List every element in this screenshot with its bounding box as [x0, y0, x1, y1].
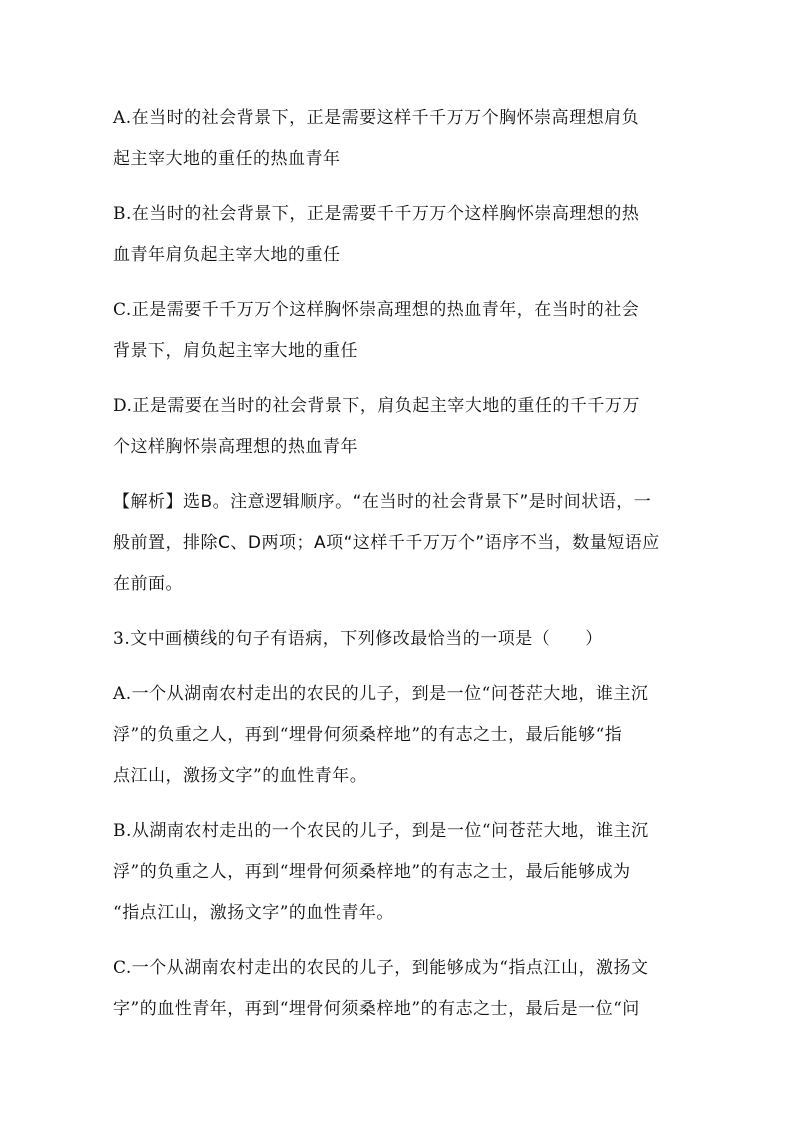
question-3-option-c-line-1: C.一个从湖南农村走出的农民的儿子，到能够成为“指点江山，激扬文 [113, 958, 649, 978]
question-3-option-b-line-1: B.从湖南农村走出的一个农民的儿子，到是一位“问苍茫大地，谁主沉 [113, 821, 649, 841]
option-d-line-1: D.正是需要在当时的社会背景下，肩负起主宰大地的重任的千千万万 [113, 396, 640, 416]
option-b-line-2: 血青年肩负起主宰大地的重任 [113, 245, 341, 265]
question-3-option-b-line-2: 浮”的负重之人，再到“埋骨何须桑梓地”的有志之士，最后能够成为 [113, 862, 631, 882]
option-a-line-1: A.在当时的社会背景下，正是需要这样千千万万个胸怀崇高理想肩负 [113, 108, 640, 128]
question-3-option-a-line-1: A.一个从湖南农村走出的农民的儿子，到是一位“问苍茫大地，谁主沉 [113, 684, 649, 704]
option-c-line-2: 背景下，肩负起主宰大地的重任 [113, 341, 358, 361]
option-a-line-2: 起主宰大地的重任的热血青年 [113, 149, 341, 169]
question-3-option-c-line-2: 字”的血性青年，再到“埋骨何须桑梓地”的有志之士，最后是一位“问 [113, 999, 640, 1019]
option-c-line-1: C.正是需要千千万万个这样胸怀崇高理想的热血青年，在当时的社会 [113, 300, 640, 320]
question-3-stem: 3.文中画横线的句子有语病，下列修改最恰当的一项是（ ） [113, 629, 603, 649]
document-page [113, 0, 687, 1123]
question-3-option-a-line-2: 浮”的负重之人，再到“埋骨何须桑梓地”的有志之士，最后能够“指 [113, 725, 623, 745]
analysis-line-2: 般前置，排除C、D两项；A项“这样千千万万个”语序不当，数量短语应 [113, 533, 660, 553]
analysis-line-3: 在前面。 [113, 574, 183, 594]
question-3-option-b-line-3: “指点江山，激扬文字”的血性青年。 [113, 903, 394, 923]
analysis-line-1: 【解析】选B。注意逻辑顺序。“在当时的社会背景下”是时间状语，一 [113, 492, 652, 512]
question-3-option-a-line-3: 点江山，激扬文字”的血性青年。 [113, 766, 368, 786]
option-b-line-1: B.在当时的社会背景下，正是需要千千万万个这样胸怀崇高理想的热 [113, 204, 640, 224]
option-d-line-2: 个这样胸怀崇高理想的热血青年 [113, 437, 358, 457]
